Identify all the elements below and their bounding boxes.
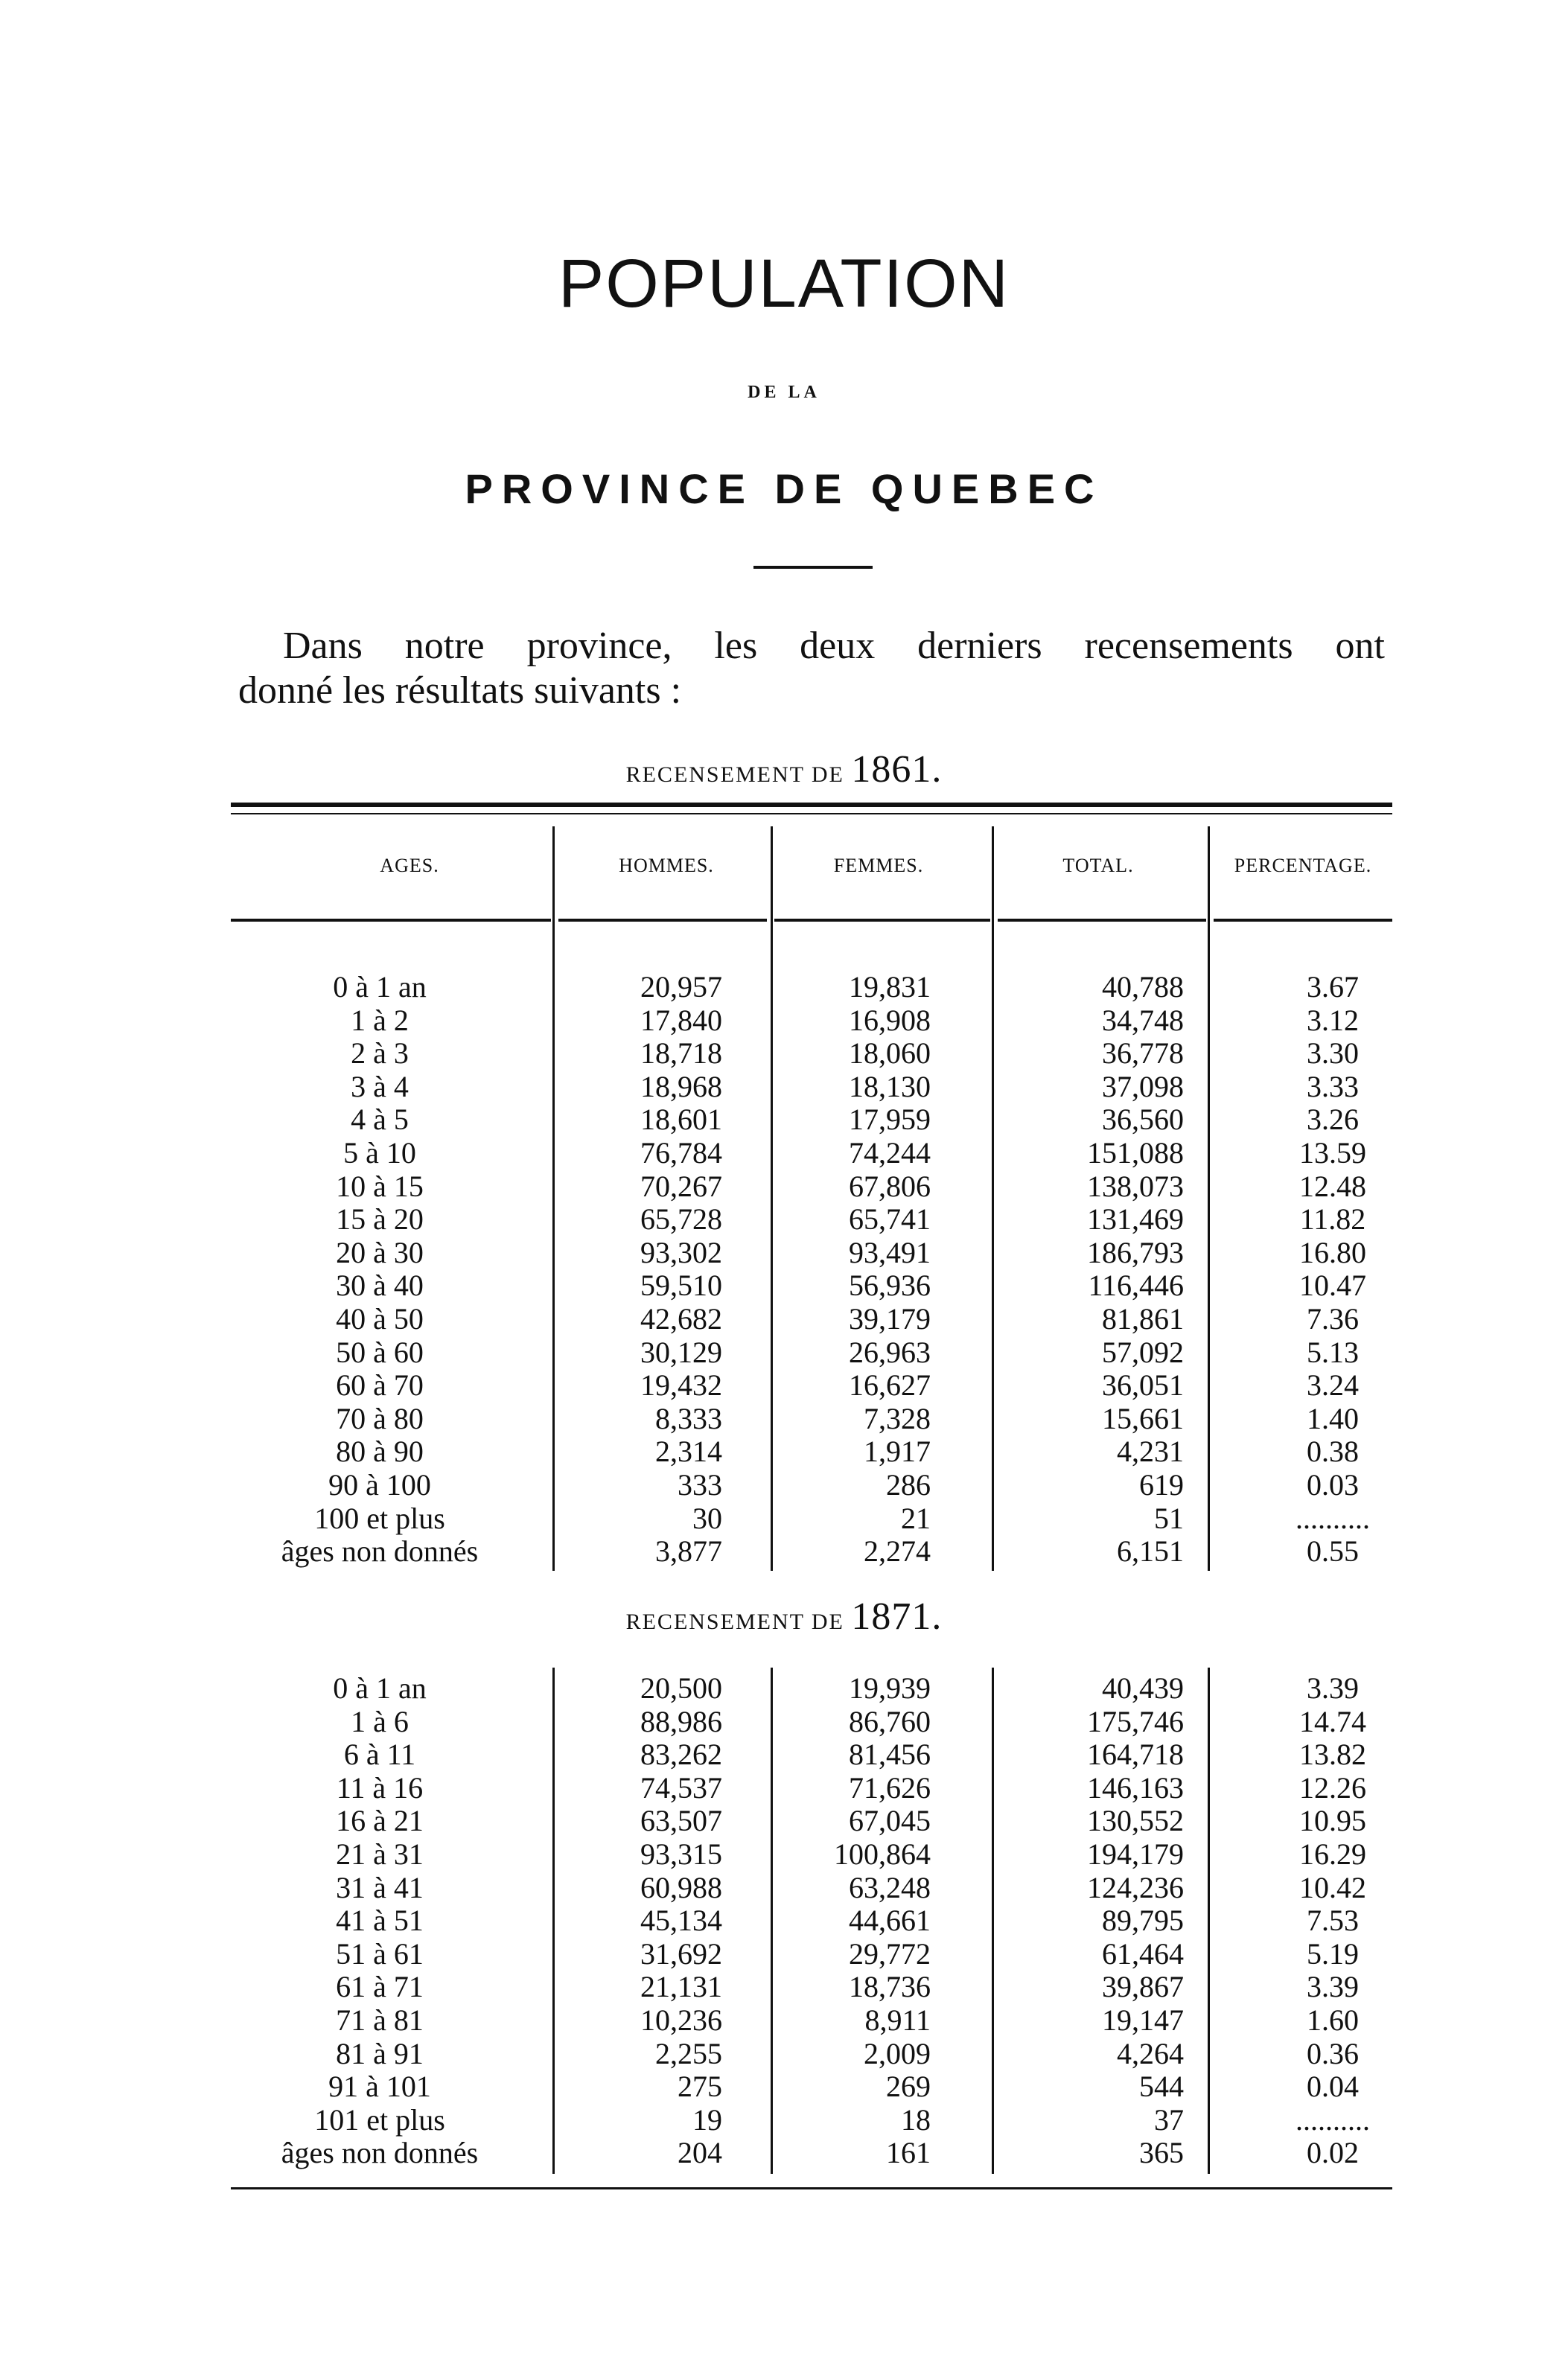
femmes-cell: 18,060 <box>849 1036 931 1071</box>
header-rule-total <box>998 919 1206 922</box>
femmes-cell: 67,806 <box>849 1169 931 1203</box>
femmes-cell: 63,248 <box>849 1870 931 1904</box>
age-cell: 10 à 15 <box>336 1169 424 1203</box>
age-cell: âges non donnés <box>281 1534 479 1569</box>
age-cell: 101 et plus <box>314 2102 445 2137</box>
table-row <box>223 2070 1385 2103</box>
age-cell: 81 à 91 <box>336 2036 424 2070</box>
percentage-cell: 0.38 <box>1307 1435 1359 1469</box>
hommes-cell: 59,510 <box>640 1269 722 1303</box>
page-title: POPULATION <box>558 246 1010 322</box>
total-cell: 4,264 <box>1117 2036 1184 2070</box>
age-cell: 15 à 20 <box>336 1202 424 1237</box>
hommes-cell: 2,314 <box>655 1435 722 1469</box>
age-cell: 21 à 31 <box>336 1837 424 1871</box>
age-cell: 71 à 81 <box>336 2003 424 2037</box>
total-cell: 130,552 <box>1087 1804 1184 1838</box>
percentage-cell: 3.39 <box>1307 1970 1359 2004</box>
census-1861-year: 1861. <box>851 748 943 791</box>
percentage-cell: 13.82 <box>1299 1738 1366 1772</box>
column-header-hommes: HOMMES. <box>619 855 714 876</box>
table-row <box>223 1369 1385 1402</box>
total-cell: 131,469 <box>1087 1202 1184 1237</box>
header-rule-percentage <box>1214 919 1392 922</box>
percentage-cell: 0.55 <box>1307 1534 1359 1569</box>
total-cell: 57,092 <box>1102 1335 1184 1369</box>
femmes-cell: 29,772 <box>849 1936 931 1971</box>
age-cell: 90 à 100 <box>328 1468 431 1502</box>
age-cell: 16 à 21 <box>336 1804 424 1838</box>
hommes-cell: 30,129 <box>640 1335 722 1369</box>
percentage-cell: 3.12 <box>1307 1003 1359 1037</box>
percentage-cell: 16.29 <box>1299 1837 1366 1871</box>
percentage-cell: 10.42 <box>1299 1870 1366 1904</box>
total-cell: 6,151 <box>1117 1534 1184 1569</box>
table-row <box>223 1103 1385 1136</box>
age-cell: 100 et plus <box>314 1501 445 1535</box>
femmes-cell: 39,179 <box>849 1302 931 1336</box>
percentage-cell: 5.19 <box>1307 1936 1359 1971</box>
femmes-cell: 81,456 <box>849 1738 931 1772</box>
table-row <box>223 1170 1385 1203</box>
percentage-cell: 3.26 <box>1307 1103 1359 1137</box>
total-cell: 40,788 <box>1102 970 1184 1004</box>
table-row <box>223 1269 1385 1302</box>
hommes-cell: 83,262 <box>640 1738 722 1772</box>
hommes-cell: 93,302 <box>640 1235 722 1269</box>
table-row <box>223 1336 1385 1369</box>
percentage-cell: 0.03 <box>1307 1468 1359 1502</box>
femmes-cell: 18,736 <box>849 1970 931 2004</box>
total-cell: 186,793 <box>1087 1235 1184 1269</box>
percentage-cell: 12.26 <box>1299 1770 1366 1805</box>
total-cell: 61,464 <box>1102 1936 1184 1971</box>
femmes-cell: 44,661 <box>849 1904 931 1938</box>
table-row <box>223 1237 1385 1269</box>
age-cell: 61 à 71 <box>336 1970 424 2004</box>
femmes-cell: 8,911 <box>864 2003 931 2037</box>
femmes-cell: 286 <box>886 1468 931 1502</box>
femmes-cell: 7,328 <box>864 1401 931 1435</box>
intro-paragraph <box>238 624 1385 713</box>
femmes-cell: 2,274 <box>864 1534 931 1569</box>
femmes-cell: 26,963 <box>849 1335 931 1369</box>
hommes-cell: 3,877 <box>655 1534 722 1569</box>
table-row <box>223 1872 1385 1904</box>
hommes-cell: 45,134 <box>640 1904 722 1938</box>
femmes-cell: 161 <box>886 2136 931 2170</box>
percentage-cell: 3.30 <box>1307 1036 1359 1071</box>
total-cell: 40,439 <box>1102 1671 1184 1705</box>
percentage-cell: 1.60 <box>1307 2003 1359 2037</box>
age-cell: 91 à 101 <box>328 2070 431 2104</box>
total-cell: 544 <box>1139 2070 1184 2104</box>
header-rule-femmes <box>774 919 990 922</box>
hommes-cell: 8,333 <box>655 1401 722 1435</box>
hommes-cell: 76,784 <box>640 1136 722 1170</box>
femmes-cell: 19,939 <box>849 1671 931 1705</box>
table-row <box>223 1469 1385 1502</box>
hommes-cell: 30 <box>692 1501 722 1535</box>
femmes-cell: 18,130 <box>849 1069 931 1103</box>
total-cell: 164,718 <box>1087 1738 1184 1772</box>
percentage-cell: 7.36 <box>1307 1302 1359 1336</box>
total-cell: 89,795 <box>1102 1904 1184 1938</box>
hommes-cell: 2,255 <box>655 2036 722 2070</box>
femmes-cell: 56,936 <box>849 1269 931 1303</box>
percentage-cell: 16.80 <box>1299 1235 1366 1269</box>
total-cell: 175,746 <box>1087 1704 1184 1738</box>
age-cell: âges non donnés <box>281 2136 479 2170</box>
age-cell: 20 à 30 <box>336 1235 424 1269</box>
table-row <box>223 1071 1385 1103</box>
age-cell: 50 à 60 <box>336 1335 424 1369</box>
total-cell: 365 <box>1139 2136 1184 2170</box>
femmes-cell: 67,045 <box>849 1804 931 1838</box>
femmes-cell: 269 <box>886 2070 931 2104</box>
femmes-cell: 19,831 <box>849 970 931 1004</box>
total-cell: 51 <box>1154 1501 1184 1535</box>
table-row <box>223 2004 1385 2037</box>
table-row <box>223 1502 1385 1535</box>
column-header-ages: AGES. <box>380 855 439 876</box>
percentage-cell: 10.95 <box>1299 1804 1366 1838</box>
table-row <box>223 1535 1385 1568</box>
femmes-cell: 100,864 <box>834 1837 931 1871</box>
total-cell: 19,147 <box>1102 2003 1184 2037</box>
age-cell: 41 à 51 <box>336 1904 424 1938</box>
hommes-cell: 63,507 <box>640 1804 722 1838</box>
column-header-femmes: FEMMES. <box>833 855 924 876</box>
total-cell: 15,661 <box>1102 1401 1184 1435</box>
total-cell: 39,867 <box>1102 1970 1184 2004</box>
table-row <box>223 2137 1385 2169</box>
femmes-cell: 65,741 <box>849 1202 931 1237</box>
age-cell: 40 à 50 <box>336 1302 424 1336</box>
table-row <box>223 1706 1385 1738</box>
total-cell: 37 <box>1154 2102 1184 2137</box>
percentage-cell: .......... <box>1295 1501 1370 1535</box>
total-cell: 36,051 <box>1102 1368 1184 1403</box>
table-row <box>223 1037 1385 1070</box>
age-cell: 80 à 90 <box>336 1435 424 1469</box>
percentage-cell: 0.04 <box>1307 2070 1359 2104</box>
census-1871-heading-label: RECENSEMENT DE <box>625 1610 844 1634</box>
hommes-cell: 42,682 <box>640 1302 722 1336</box>
table-row <box>223 1004 1385 1037</box>
hommes-cell: 17,840 <box>640 1003 722 1037</box>
title-divider <box>753 566 873 569</box>
percentage-cell: 0.02 <box>1307 2136 1359 2170</box>
intro-line-2: donné les résultats suivants : <box>238 669 682 712</box>
age-cell: 1 à 2 <box>351 1003 409 1037</box>
table-row <box>223 2038 1385 2070</box>
total-cell: 81,861 <box>1102 1302 1184 1336</box>
hommes-cell: 20,500 <box>640 1671 722 1705</box>
femmes-cell: 74,244 <box>849 1136 931 1170</box>
age-cell: 70 à 80 <box>336 1401 424 1435</box>
header-rule-ages <box>231 919 551 922</box>
table-row <box>223 1672 1385 1705</box>
table-row <box>223 1403 1385 1435</box>
column-header-total: TOTAL. <box>1062 855 1134 876</box>
census-1861-heading <box>0 747 1568 791</box>
percentage-cell: 12.48 <box>1299 1169 1366 1203</box>
hommes-cell: 21,131 <box>640 1970 722 2004</box>
total-cell: 138,073 <box>1087 1169 1184 1203</box>
percentage-cell: 1.40 <box>1307 1401 1359 1435</box>
age-cell: 31 à 41 <box>336 1870 424 1904</box>
hommes-cell: 204 <box>678 2136 722 2170</box>
femmes-cell: 71,626 <box>849 1770 931 1805</box>
table-row <box>223 1203 1385 1236</box>
table-row <box>223 1137 1385 1170</box>
census-1871-heading <box>0 1595 1568 1639</box>
total-cell: 36,560 <box>1102 1103 1184 1137</box>
hommes-cell: 19,432 <box>640 1368 722 1403</box>
femmes-cell: 2,009 <box>864 2036 931 2070</box>
table-top-rule-thin <box>231 813 1392 814</box>
age-cell: 2 à 3 <box>351 1036 409 1071</box>
census-1871-year: 1871. <box>851 1595 943 1638</box>
hommes-cell: 18,718 <box>640 1036 722 1071</box>
percentage-cell: 3.39 <box>1307 1671 1359 1705</box>
hommes-cell: 275 <box>678 2070 722 2104</box>
total-cell: 124,236 <box>1087 1870 1184 1904</box>
percentage-cell: 0.36 <box>1307 2036 1359 2070</box>
hommes-cell: 18,968 <box>640 1069 722 1103</box>
total-cell: 146,163 <box>1087 1770 1184 1805</box>
femmes-cell: 21 <box>901 1501 931 1535</box>
total-cell: 34,748 <box>1102 1003 1184 1037</box>
age-cell: 6 à 11 <box>343 1738 416 1772</box>
hommes-cell: 31,692 <box>640 1936 722 1971</box>
age-cell: 11 à 16 <box>336 1770 424 1805</box>
percentage-cell: .......... <box>1295 2102 1370 2137</box>
hommes-cell: 70,267 <box>640 1169 722 1203</box>
hommes-cell: 93,315 <box>640 1837 722 1871</box>
percentage-cell: 14.74 <box>1299 1704 1366 1738</box>
table-row <box>223 971 1385 1004</box>
percentage-cell: 11.82 <box>1299 1202 1366 1237</box>
table-row <box>223 2104 1385 2137</box>
femmes-cell: 93,491 <box>849 1235 931 1269</box>
subtitle: PROVINCE DE QUEBEC <box>465 465 1103 512</box>
age-cell: 5 à 10 <box>343 1136 416 1170</box>
hommes-cell: 18,601 <box>640 1103 722 1137</box>
hommes-cell: 333 <box>678 1468 722 1502</box>
table-bottom-rule <box>231 2187 1392 2189</box>
total-cell: 194,179 <box>1087 1837 1184 1871</box>
table-row <box>223 1805 1385 1837</box>
hommes-cell: 20,957 <box>640 970 722 1004</box>
total-cell: 36,778 <box>1102 1036 1184 1071</box>
femmes-cell: 1,917 <box>864 1435 931 1469</box>
hommes-cell: 10,236 <box>640 2003 722 2037</box>
total-cell: 37,098 <box>1102 1069 1184 1103</box>
total-cell: 619 <box>1139 1468 1184 1502</box>
age-cell: 1 à 6 <box>351 1704 409 1738</box>
total-cell: 151,088 <box>1087 1136 1184 1170</box>
total-cell: 4,231 <box>1117 1435 1184 1469</box>
age-cell: 0 à 1 an <box>333 970 427 1004</box>
hommes-cell: 74,537 <box>640 1770 722 1805</box>
femmes-cell: 86,760 <box>849 1704 931 1738</box>
femmes-cell: 18 <box>901 2102 931 2137</box>
femmes-cell: 16,627 <box>849 1368 931 1403</box>
age-cell: 3 à 4 <box>351 1069 409 1103</box>
percentage-cell: 3.67 <box>1307 970 1359 1004</box>
percentage-cell: 3.24 <box>1307 1368 1359 1403</box>
census-1861-heading-label: RECENSEMENT DE <box>625 762 844 787</box>
hommes-cell: 60,988 <box>640 1870 722 1904</box>
table-row <box>223 1738 1385 1771</box>
table-top-rule-thick <box>231 803 1392 807</box>
column-header-percentage: PERCENTAGE. <box>1234 855 1372 876</box>
table-row <box>223 1971 1385 2003</box>
percentage-cell: 10.47 <box>1299 1269 1366 1303</box>
table-row <box>223 1904 1385 1937</box>
table-row <box>223 1938 1385 1971</box>
age-cell: 30 à 40 <box>336 1269 424 1303</box>
hommes-cell: 19 <box>692 2102 722 2137</box>
percentage-cell: 3.33 <box>1307 1069 1359 1103</box>
femmes-cell: 17,959 <box>849 1103 931 1137</box>
header-rule-hommes <box>558 919 767 922</box>
table-row <box>223 1772 1385 1805</box>
age-cell: 60 à 70 <box>336 1368 424 1403</box>
subtitle-small: DE LA <box>748 383 820 402</box>
percentage-cell: 5.13 <box>1307 1335 1359 1369</box>
hommes-cell: 88,986 <box>640 1704 722 1738</box>
table-row <box>223 1435 1385 1468</box>
hommes-cell: 65,728 <box>640 1202 722 1237</box>
total-cell: 116,446 <box>1088 1269 1184 1303</box>
intro-line-1: Dans notre province, les deux derniers recensements ont <box>283 625 1385 667</box>
percentage-cell: 13.59 <box>1299 1136 1366 1170</box>
percentage-cell: 7.53 <box>1307 1904 1359 1938</box>
femmes-cell: 16,908 <box>849 1003 931 1037</box>
age-cell: 51 à 61 <box>336 1936 424 1971</box>
age-cell: 0 à 1 an <box>333 1671 427 1705</box>
table-row <box>223 1303 1385 1336</box>
table-row <box>223 1838 1385 1871</box>
age-cell: 4 à 5 <box>351 1103 409 1137</box>
